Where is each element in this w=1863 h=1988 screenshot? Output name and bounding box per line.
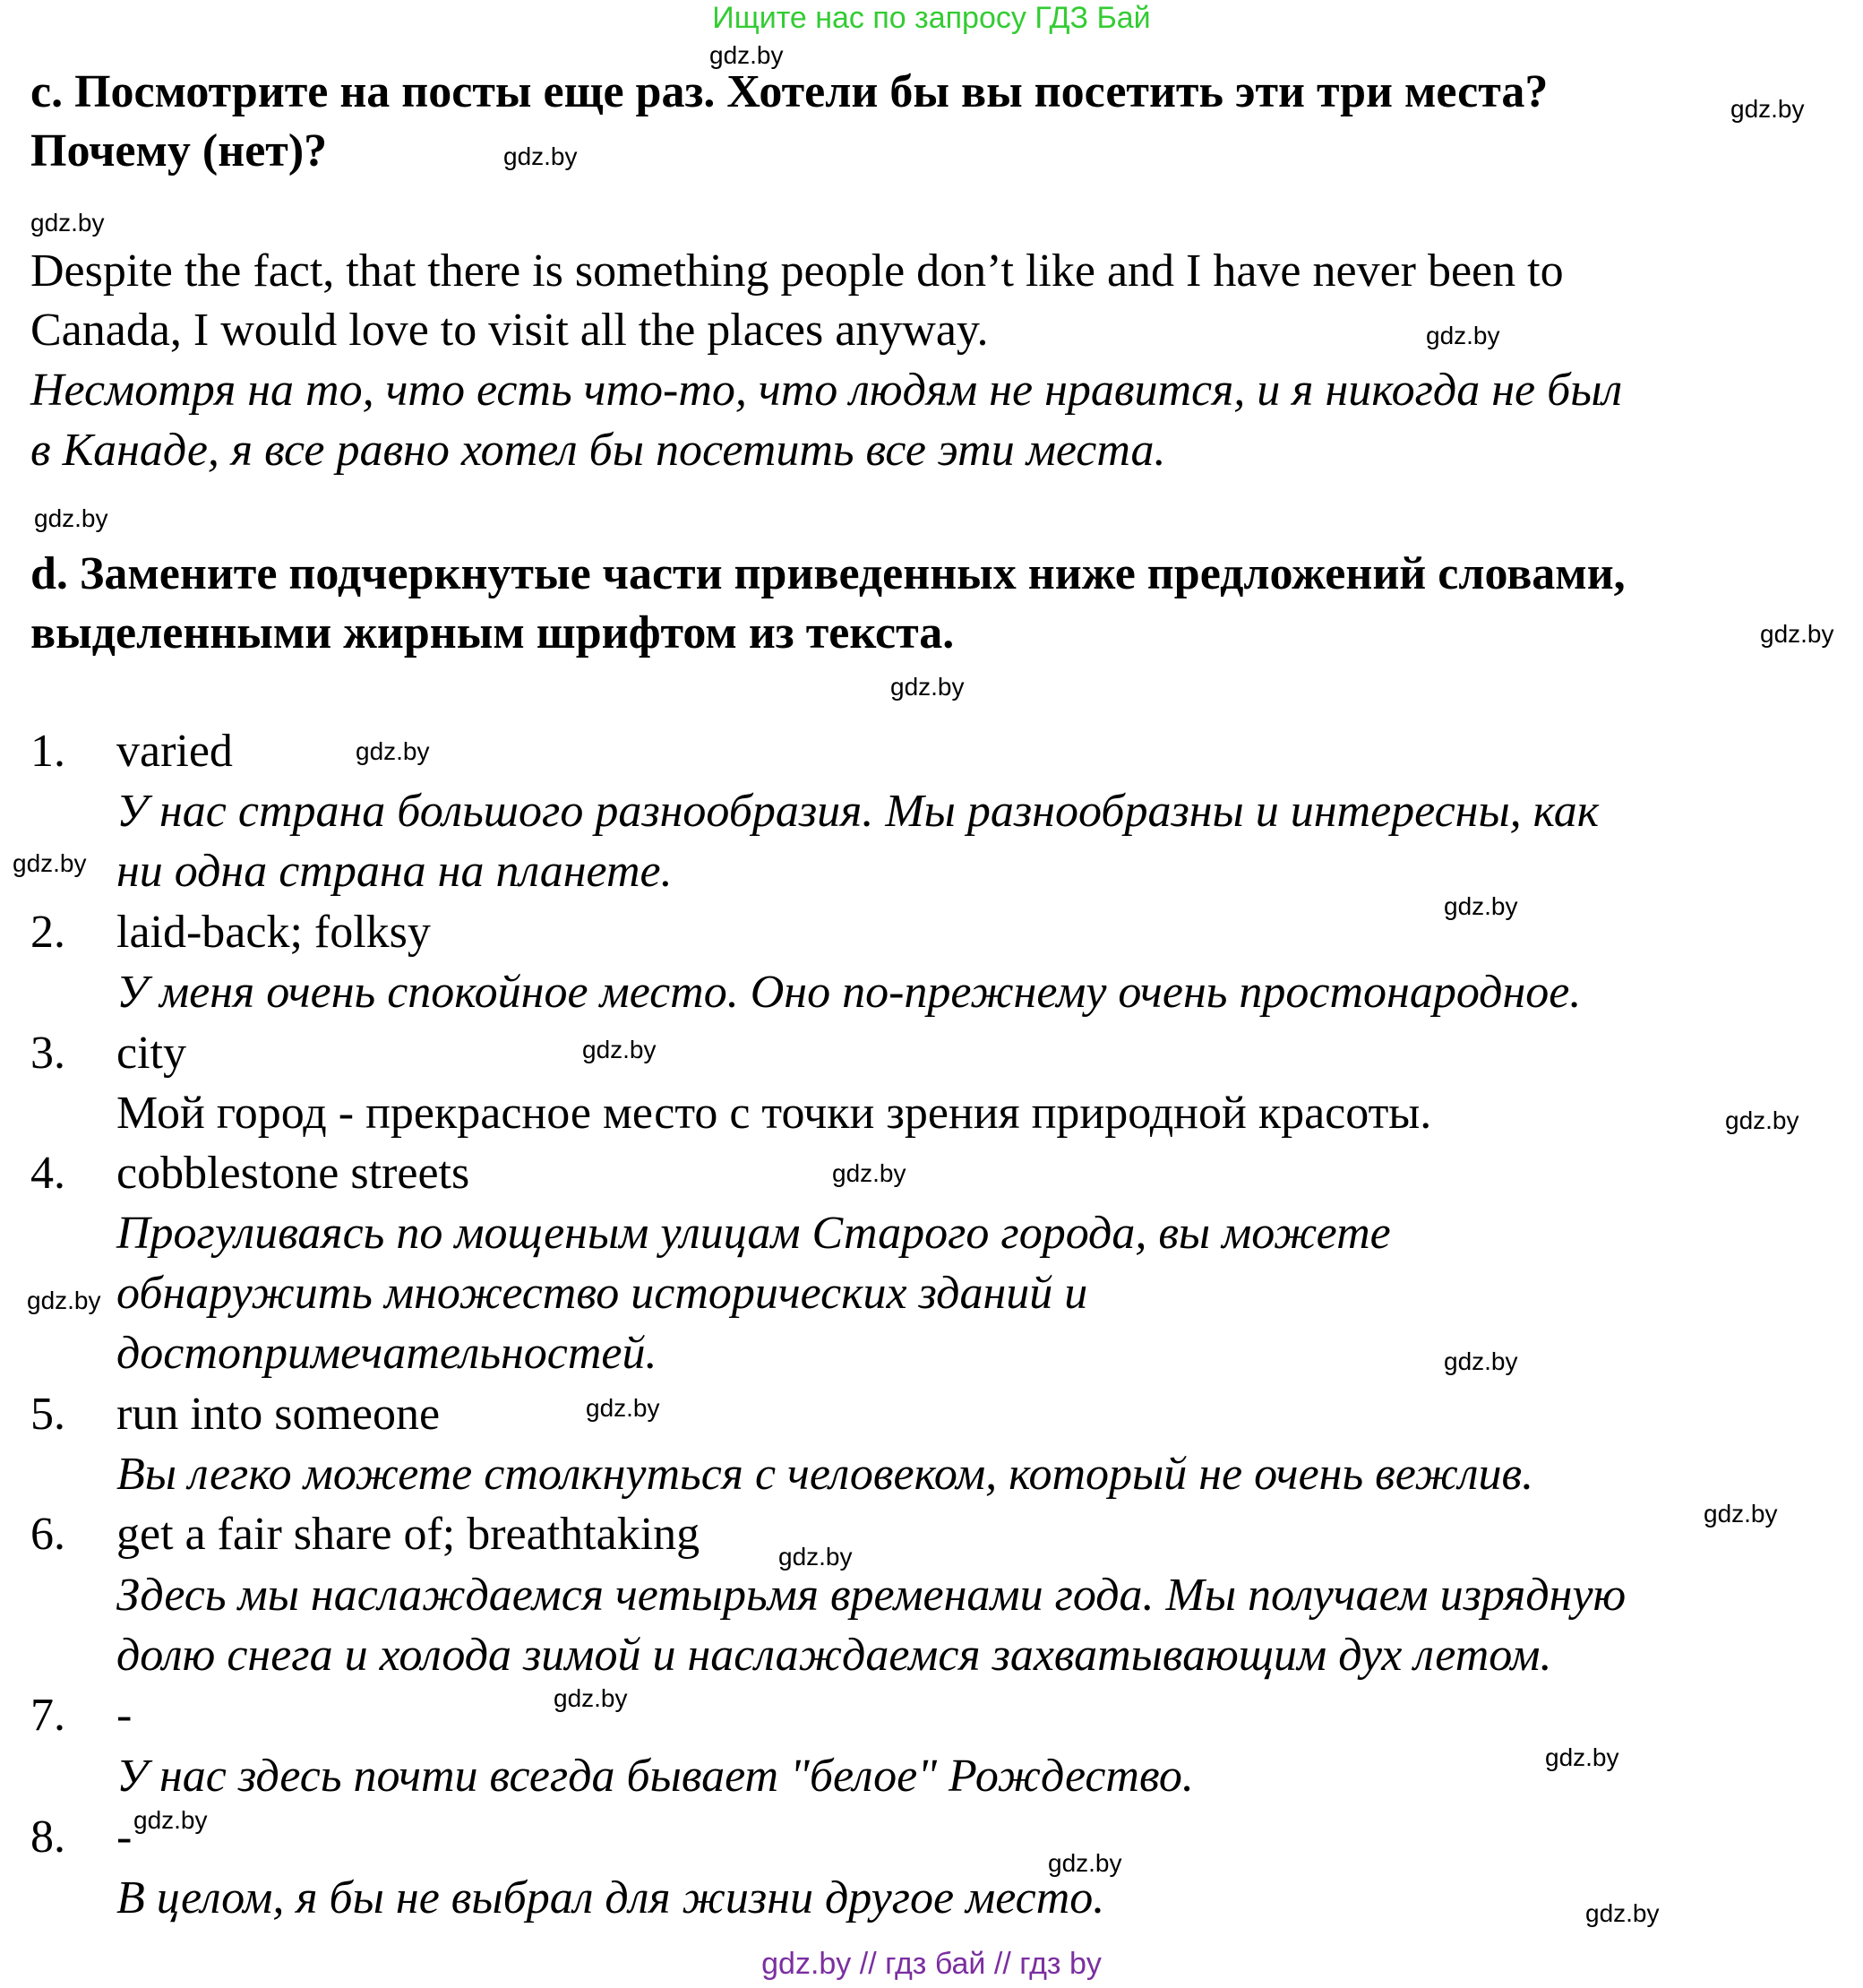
item-answer: varied	[116, 726, 233, 777]
watermark: gdz.by	[1704, 1500, 1778, 1528]
footer-links: gdz.by // гдз бай // гдз by	[761, 1947, 1102, 1981]
watermark: gdz.by	[13, 849, 87, 877]
watermark: gdz.by	[503, 142, 578, 170]
watermark: gdz.by	[34, 504, 108, 532]
watermark: gdz.by	[586, 1394, 660, 1422]
item-translation: Вы легко можете столкнуться с человеком, который не очень вежлив.	[116, 1449, 1534, 1500]
watermark: gdz.by	[1444, 1347, 1518, 1375]
item-number: 8.	[30, 1812, 65, 1863]
section-c-answer-ru-line2: в Канаде, я все равно хотел бы посетить все эти места.	[30, 425, 1166, 476]
top-banner: Ищите нас по запросу ГДЗ Бай	[712, 1, 1151, 35]
watermark: gdz.by	[27, 1287, 101, 1314]
item-translation: долю снега и холода зимой и наслаждаемся захватывающим дух летом.	[116, 1630, 1552, 1681]
item-answer: get a fair share of; breathtaking	[116, 1509, 700, 1560]
item-translation: обнаружить множество исторических зданий и	[116, 1268, 1088, 1319]
watermark: gdz.by	[1426, 322, 1500, 349]
watermark: gdz.by	[1545, 1743, 1619, 1771]
watermark: gdz.by	[356, 737, 430, 765]
watermark: gdz.by	[133, 1806, 208, 1834]
item-translation: ни одна страна на планете.	[116, 846, 673, 897]
item-answer: -	[116, 1812, 133, 1863]
watermark: gdz.by	[1048, 1849, 1122, 1877]
item-number: 6.	[30, 1509, 65, 1560]
watermark: gdz.by	[582, 1036, 657, 1063]
item-translation: У нас здесь почти всегда бывает "белое" Рождество.	[116, 1751, 1194, 1802]
item-answer: -	[116, 1690, 133, 1741]
section-c-answer-ru-line1: Несмотря на то, что есть что-то, что людям не нравится, и я никогда не был	[30, 365, 1623, 416]
item-translation: В целом, я бы не выбрал для жизни другое место.	[116, 1872, 1105, 1923]
watermark: gdz.by	[832, 1159, 906, 1187]
section-d-heading-line2: выделенными жирным шрифтом из текста.	[30, 607, 955, 658]
item-number: 3.	[30, 1028, 65, 1079]
item-answer: laid-back; folksy	[116, 907, 431, 958]
item-answer: run into someone	[116, 1389, 441, 1440]
item-answer: cobblestone streets	[116, 1148, 470, 1199]
watermark: gdz.by	[1760, 620, 1834, 648]
item-answer: city	[116, 1028, 186, 1079]
item-number: 7.	[30, 1690, 65, 1741]
item-translation: У нас страна большого разнообразия. Мы разнообразны и интересны, как	[116, 786, 1600, 837]
watermark: gdz.by	[1444, 892, 1518, 920]
item-translation: Мой город - прекрасное место с точки зрения природной красоты.	[116, 1088, 1432, 1139]
watermark: gdz.by	[30, 209, 105, 237]
item-number: 4.	[30, 1148, 65, 1199]
watermark: gdz.by	[890, 673, 965, 701]
item-translation: Здесь мы наслаждаемся четырьмя временами года. Мы получаем изрядную	[116, 1570, 1627, 1621]
section-c-heading-line1: с. Посмотрите на посты еще раз. Хотели бы вы посетить эти три места?	[30, 66, 1549, 117]
item-number: 5.	[30, 1389, 65, 1440]
section-c-answer-en-line1: Despite the fact, that there is something people don’t like and I have never been to	[30, 245, 1564, 297]
item-translation: достопримечательностей.	[116, 1328, 657, 1379]
section-c-heading-line2: Почему (нет)?	[30, 125, 328, 176]
watermark: gdz.by	[1585, 1899, 1660, 1927]
item-number: 1.	[30, 726, 65, 777]
watermark: gdz.by	[554, 1684, 628, 1712]
section-d-heading-line1: d. Замените подчеркнутые части приведенных ниже предложений словами,	[30, 548, 1626, 599]
item-translation: У меня очень спокойное место. Оно по-прежнему очень простонародное.	[116, 967, 1582, 1018]
watermark: gdz.by	[778, 1543, 853, 1571]
watermark: gdz.by	[1730, 95, 1805, 123]
item-translation: Прогуливаясь по мощеным улицам Старого города, вы можете	[116, 1208, 1391, 1259]
section-c-answer-en-line2: Canada, I would love to visit all the places anyway.	[30, 305, 989, 356]
watermark: gdz.by	[1725, 1106, 1799, 1134]
item-number: 2.	[30, 907, 65, 958]
watermark: gdz.by	[709, 41, 784, 69]
